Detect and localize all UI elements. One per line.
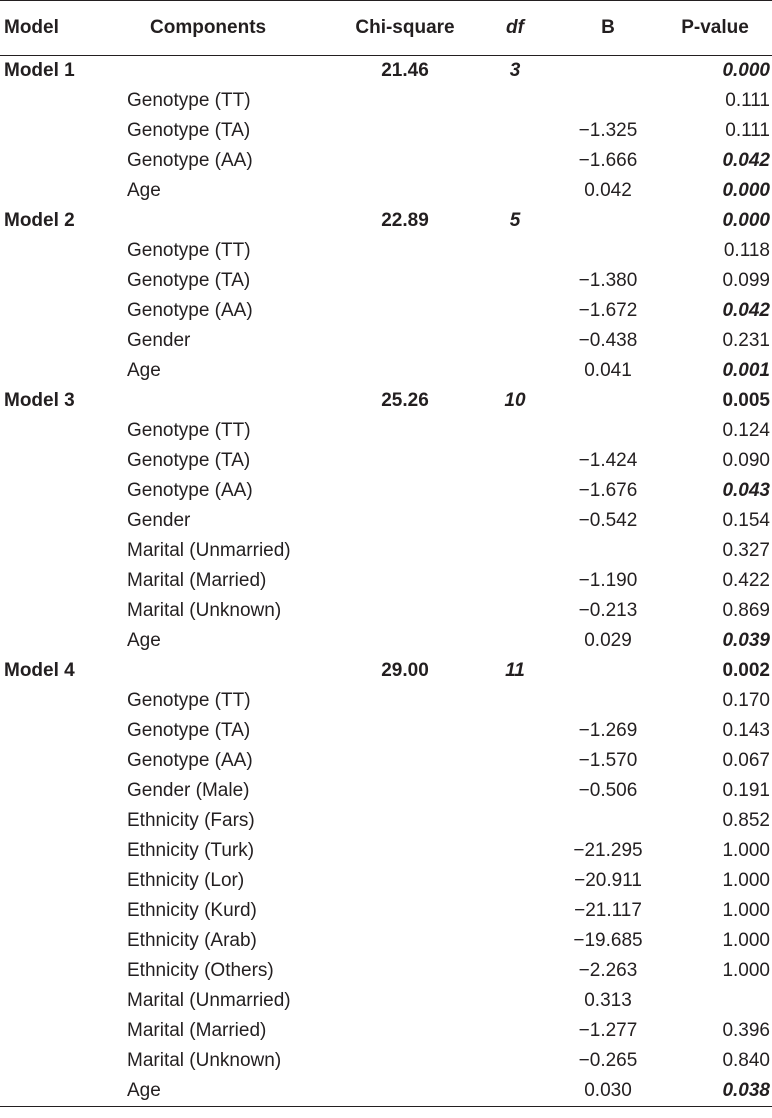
model-row [0, 656, 772, 686]
cell-p-value: 1.000 [722, 930, 770, 951]
cell-chi-square [346, 896, 464, 926]
cell-p-value: 0.170 [722, 690, 770, 711]
cell-df: 3 [509, 60, 521, 81]
cell-b: −1.190 [578, 570, 638, 591]
cell-p-value: 0.000 [722, 180, 770, 201]
cell-component: Genotype (TT) [127, 90, 251, 111]
cell-b [558, 536, 658, 566]
cell-b: −1.269 [578, 720, 638, 741]
model-row [0, 56, 772, 86]
header-components: Components [150, 17, 267, 38]
cell-chi-square [346, 506, 464, 536]
table-row [0, 986, 772, 1016]
cell-df [485, 626, 545, 656]
table-row [0, 116, 772, 146]
bottom-rule [0, 1106, 772, 1107]
table-row [0, 266, 772, 296]
cell-chi-square [346, 176, 464, 206]
cell-p-value: 0.005 [722, 390, 770, 411]
table-row [0, 626, 772, 656]
cell-chi-square [346, 146, 464, 176]
cell-p-value: 0.327 [722, 540, 770, 561]
header-df: df [506, 17, 524, 38]
cell-df [485, 806, 545, 836]
cell-df: 10 [504, 390, 526, 411]
table-row [0, 566, 772, 596]
cell-component: Genotype (TA) [127, 450, 251, 471]
cell-p-value: 0.118 [723, 240, 770, 261]
cell-df [485, 566, 545, 596]
cell-p-value: 0.143 [722, 720, 770, 741]
cell-b: 0.041 [584, 360, 632, 381]
cell-p-value: 0.038 [722, 1080, 770, 1101]
cell-p-value: 0.191 [722, 780, 770, 801]
cell-chi-square [346, 356, 464, 386]
cell-p-value: 1.000 [722, 900, 770, 921]
cell-df [485, 536, 545, 566]
cell-b: −1.325 [578, 120, 638, 141]
cell-df [485, 146, 545, 176]
cell-chi-square [346, 296, 464, 326]
table-row [0, 1076, 772, 1106]
cell-chi-square [346, 1076, 464, 1106]
cell-chi-square [346, 626, 464, 656]
cell-chi-square: 22.89 [381, 210, 429, 231]
cell-df [485, 326, 545, 356]
table-row [0, 866, 772, 896]
cell-chi-square [346, 926, 464, 956]
cell-df [485, 866, 545, 896]
cell-b: 0.030 [584, 1080, 632, 1101]
model-row [0, 386, 772, 416]
table-row [0, 536, 772, 566]
cell-p-value: 1.000 [722, 840, 770, 861]
cell-df [485, 476, 545, 506]
cell-chi-square [346, 536, 464, 566]
cell-p-value: 0.042 [722, 150, 770, 171]
cell-chi-square [346, 566, 464, 596]
cell-df [485, 296, 545, 326]
cell-component: Marital (Married) [127, 1020, 267, 1041]
table-row [0, 86, 772, 116]
table-row [0, 506, 772, 536]
table-row [0, 926, 772, 956]
cell-b: −0.542 [578, 510, 638, 531]
cell-component: Ethnicity (Others) [127, 960, 274, 981]
cell-df [485, 1046, 545, 1076]
cell-component: Genotype (AA) [127, 750, 253, 771]
cell-b: −0.506 [578, 780, 638, 801]
cell-b [558, 206, 658, 236]
cell-chi-square [346, 836, 464, 866]
cell-b: −1.380 [578, 270, 638, 291]
cell-component: Ethnicity (Kurd) [127, 900, 257, 921]
header-b: B [601, 17, 615, 38]
cell-chi-square [346, 746, 464, 776]
cell-chi-square [346, 716, 464, 746]
cell-component: Gender (Male) [127, 780, 250, 801]
cell-b: −1.424 [578, 450, 638, 471]
cell-df [485, 926, 545, 956]
cell-p-value: 0.067 [722, 750, 770, 771]
cell-p-value: 0.099 [722, 270, 770, 291]
table-row [0, 296, 772, 326]
cell-p-value: 0.231 [722, 330, 770, 351]
cell-p-value: 0.002 [722, 660, 770, 681]
cell-df [485, 716, 545, 746]
table-header [0, 0, 772, 56]
cell-chi-square [346, 866, 464, 896]
cell-component: Age [127, 180, 161, 201]
cell-df [485, 176, 545, 206]
cell-chi-square [346, 416, 464, 446]
cell-component: Genotype (TT) [127, 420, 251, 441]
cell-component: Genotype (TA) [127, 270, 251, 291]
cell-chi-square [346, 476, 464, 506]
cell-chi-square [346, 986, 464, 1016]
cell-chi-square [346, 1046, 464, 1076]
cell-component: Marital (Unknown) [127, 600, 282, 621]
cell-df [485, 1016, 545, 1046]
cell-b [558, 806, 658, 836]
cell-component: Age [127, 360, 161, 381]
cell-b: −19.685 [573, 930, 643, 951]
cell-p-value: 0.001 [722, 360, 770, 381]
cell-df [485, 896, 545, 926]
table-row [0, 176, 772, 206]
cell-p-value: 0.840 [722, 1050, 770, 1071]
table-row [0, 1046, 772, 1076]
cell-b: −1.672 [578, 300, 638, 321]
cell-p-value: 0.090 [722, 450, 770, 471]
cell-b [558, 56, 658, 86]
cell-p-value: 0.111 [725, 90, 770, 111]
cell-component: Ethnicity (Turk) [127, 840, 255, 861]
cell-component: Genotype (TT) [127, 690, 251, 711]
cell-b [558, 416, 658, 446]
cell-df [485, 986, 545, 1016]
table-row [0, 896, 772, 926]
cell-chi-square [346, 596, 464, 626]
cell-chi-square [346, 446, 464, 476]
cell-chi-square [346, 686, 464, 716]
cell-df [485, 776, 545, 806]
cell-b: −0.213 [578, 600, 638, 621]
cell-component: Marital (Married) [127, 570, 267, 591]
cell-b: −1.676 [578, 480, 638, 501]
cell-b: 0.042 [584, 180, 632, 201]
cell-component: Genotype (AA) [127, 150, 253, 171]
cell-component: Marital (Unknown) [127, 1050, 282, 1071]
cell-component: Ethnicity (Lor) [127, 870, 245, 891]
cell-p-value [660, 986, 770, 1016]
cell-model: Model 3 [4, 390, 75, 411]
header-model: Model [4, 17, 59, 38]
cell-component: Genotype (TT) [127, 240, 251, 261]
cell-b [558, 236, 658, 266]
cell-component: Gender [127, 330, 191, 351]
cell-p-value: 0.042 [722, 300, 770, 321]
cell-component: Ethnicity (Arab) [127, 930, 257, 951]
cell-chi-square: 29.00 [381, 660, 429, 681]
cell-b: −21.295 [573, 840, 643, 861]
cell-chi-square [346, 776, 464, 806]
cell-b [558, 86, 658, 116]
cell-df [485, 446, 545, 476]
cell-p-value: 0.852 [722, 810, 770, 831]
cell-chi-square: 25.26 [381, 390, 429, 411]
cell-component: Genotype (TA) [127, 120, 251, 141]
cell-b: −20.911 [574, 870, 642, 891]
cell-component: Marital (Unmarried) [127, 540, 291, 561]
table-row [0, 326, 772, 356]
cell-p-value: 0.869 [722, 600, 770, 621]
cell-b [558, 686, 658, 716]
cell-chi-square [346, 806, 464, 836]
cell-chi-square [346, 236, 464, 266]
table-row [0, 806, 772, 836]
cell-model: Model 2 [4, 210, 75, 231]
table-row [0, 686, 772, 716]
cell-df [485, 956, 545, 986]
cell-component: Age [127, 630, 161, 651]
cell-component: Age [127, 1080, 161, 1101]
cell-df: 11 [505, 660, 525, 681]
model-row [0, 206, 772, 236]
cell-component: Gender [127, 510, 191, 531]
cell-df: 5 [509, 210, 521, 231]
table-row [0, 1016, 772, 1046]
table-row [0, 956, 772, 986]
cell-df [485, 506, 545, 536]
table-row [0, 716, 772, 746]
cell-df [485, 356, 545, 386]
cell-b [558, 386, 658, 416]
cell-b: −0.265 [578, 1050, 638, 1071]
cell-b: 0.313 [584, 990, 632, 1011]
cell-b: 0.029 [584, 630, 632, 651]
cell-df [485, 686, 545, 716]
cell-b: −1.666 [578, 150, 638, 171]
cell-p-value: 0.154 [722, 510, 770, 531]
cell-chi-square: 21.46 [381, 60, 429, 81]
cell-df [485, 416, 545, 446]
cell-chi-square [346, 266, 464, 296]
cell-p-value: 0.039 [722, 630, 770, 651]
table-row [0, 446, 772, 476]
cell-df [485, 116, 545, 146]
cell-b: −1.570 [578, 750, 638, 771]
table-row [0, 836, 772, 866]
cell-b: −2.263 [578, 960, 638, 981]
cell-p-value: 0.124 [722, 420, 770, 441]
table-row [0, 236, 772, 266]
cell-df [485, 1076, 545, 1106]
cell-component: Genotype (AA) [127, 300, 253, 321]
cell-df [485, 746, 545, 776]
cell-p-value: 0.111 [725, 120, 770, 141]
cell-df [485, 236, 545, 266]
cell-df [485, 86, 545, 116]
cell-p-value: 1.000 [722, 870, 770, 891]
cell-df [485, 836, 545, 866]
cell-p-value: 1.000 [722, 960, 770, 981]
table-row [0, 146, 772, 176]
cell-chi-square [346, 86, 464, 116]
cell-component: Marital (Unmarried) [127, 990, 291, 1011]
header-chi-square: Chi-square [355, 17, 455, 38]
cell-component: Ethnicity (Fars) [127, 810, 255, 831]
cell-p-value: 0.000 [722, 210, 770, 231]
table-row [0, 476, 772, 506]
cell-model: Model 4 [4, 660, 75, 681]
table-row [0, 776, 772, 806]
cell-df [485, 596, 545, 626]
cell-p-value: 0.000 [722, 60, 770, 81]
table-row [0, 356, 772, 386]
cell-chi-square [346, 326, 464, 356]
cell-df [485, 266, 545, 296]
cell-chi-square [346, 956, 464, 986]
table-body [0, 56, 772, 1106]
table-row [0, 746, 772, 776]
cell-b: −0.438 [578, 330, 638, 351]
table-row [0, 416, 772, 446]
cell-component: Genotype (AA) [127, 480, 253, 501]
cell-p-value: 0.422 [722, 570, 770, 591]
table-row [0, 596, 772, 626]
cell-model: Model 1 [4, 60, 75, 81]
cell-p-value: 0.396 [722, 1020, 770, 1041]
cell-b [558, 656, 658, 686]
cell-chi-square [346, 1016, 464, 1046]
cell-b: −1.277 [578, 1020, 638, 1041]
header-p-value: P-value [681, 17, 749, 38]
cell-component: Genotype (TA) [127, 720, 251, 741]
cell-chi-square [346, 116, 464, 146]
cell-b: −21.117 [574, 900, 642, 921]
cell-p-value: 0.043 [722, 480, 770, 501]
